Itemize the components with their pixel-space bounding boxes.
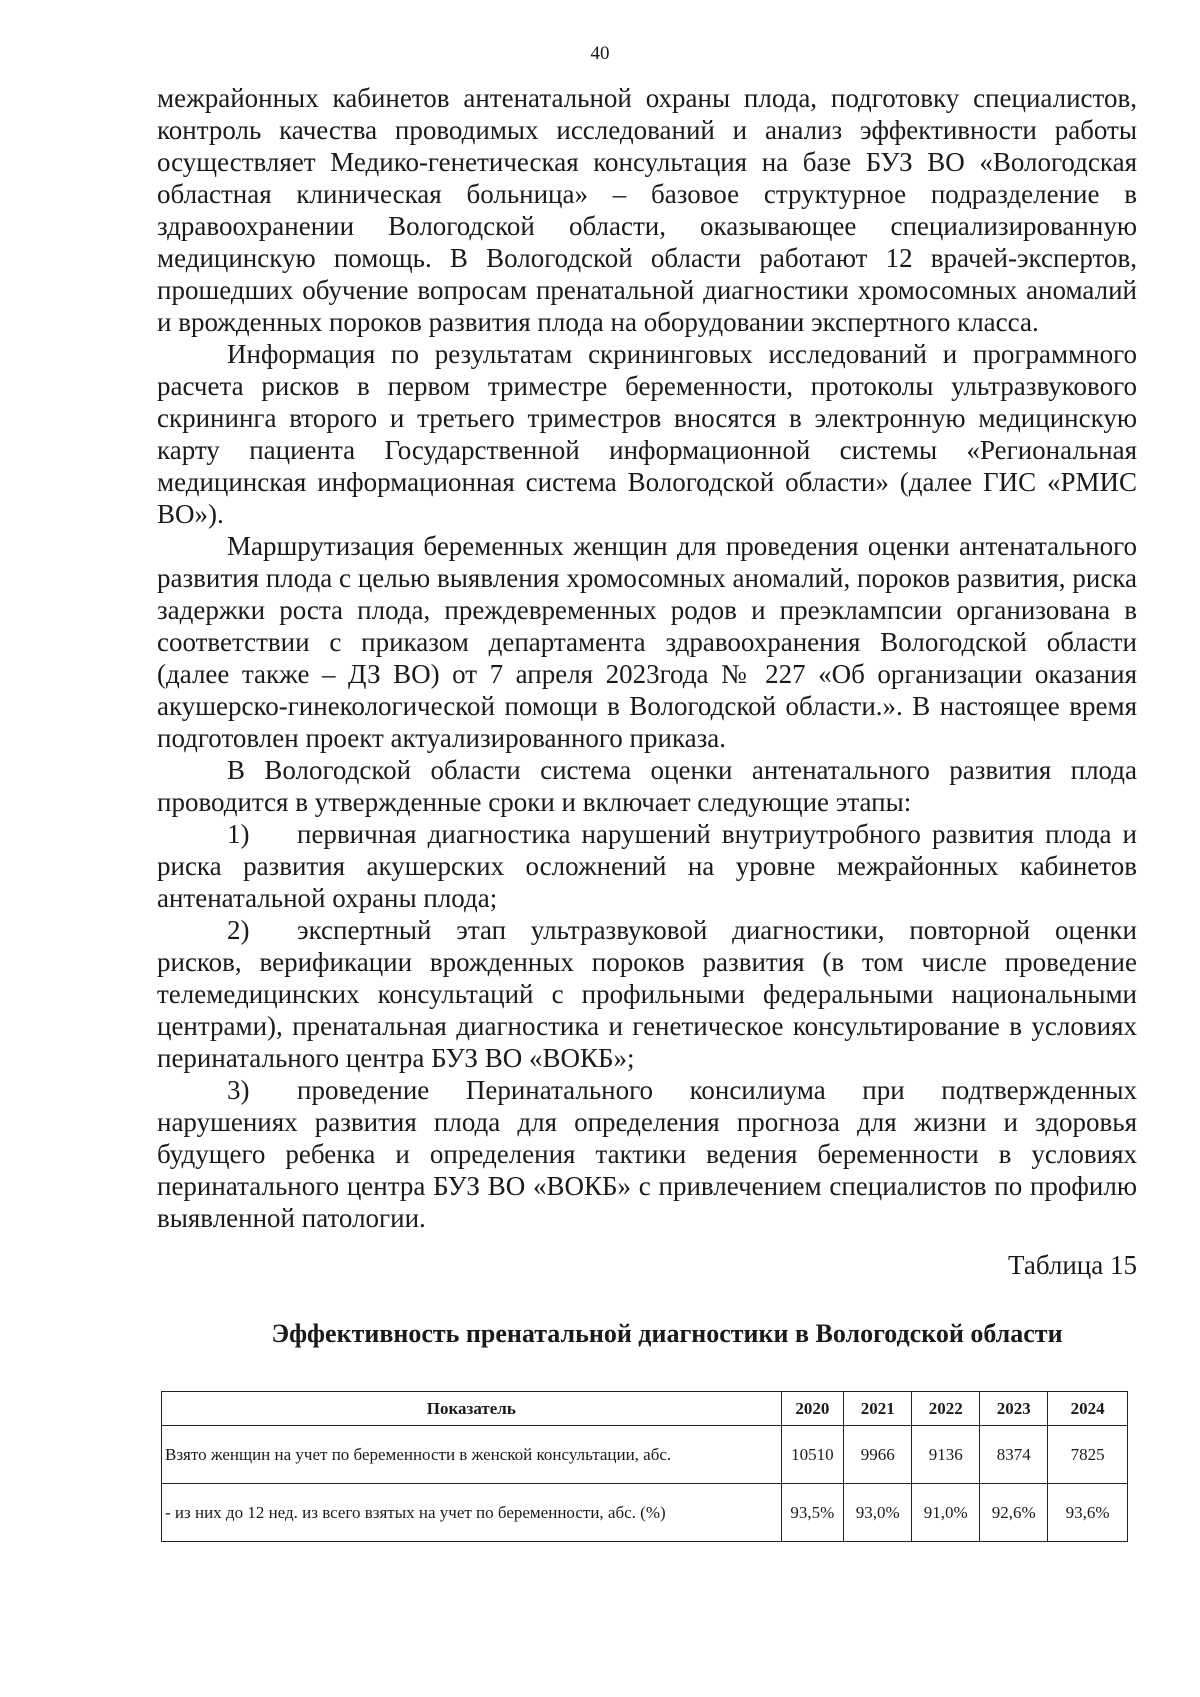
list-item-text: экспертный этап ультразвуковой диагностики, повторной оценки рисков, верификации врожденных пороков развития (в том числе проведение телемедицинских консультаций с профильными федеральными национальными центрами), пренатальная диагностика и генетическое консультирование в условиях перинатального центра БУЗ ВО «ВОКБ»; bbox=[157, 915, 1137, 1073]
row-label: - из них до 12 нед. из всего взятых на учет по беременности, абс. (%) bbox=[162, 1484, 782, 1542]
column-header-year: 2021 bbox=[844, 1392, 912, 1426]
column-header-year: 2023 bbox=[980, 1392, 1048, 1426]
table-cell: 9966 bbox=[844, 1426, 912, 1484]
list-item bbox=[157, 914, 1137, 1074]
statistics-table bbox=[161, 1391, 1128, 1542]
table-cell: 8374 bbox=[980, 1426, 1048, 1484]
list-item bbox=[157, 1074, 1137, 1234]
table-cell: 7825 bbox=[1048, 1426, 1128, 1484]
paragraph-2: Информация по результатам скрининговых исследований и программного расчета рисков в первом триместре беременности, протоколы ультразвукового скрининга второго и третьего триместров вносятся в электронную медицинскую карту пациента Государственной информационной системы «Региональная медицинская информационная система Вологодской области» (далее ГИС «РМИС ВО»). bbox=[157, 339, 1137, 529]
list-item-number: 2) bbox=[227, 915, 250, 945]
paragraph-3: Маршрутизация беременных женщин для проведения оценки антенатального развития плода с целью выявления хромосомных аномалий, пороков развития, риска задержки роста плода, преждевременных родов и преэклампсии организована в соответствии с приказом департамента здравоохранения Вологодской области (далее также – ДЗ ВО) от 7 апреля 2023года № 227 «Об организации оказания акушерско-гинекологической помощи в Вологодской области.». В настоящее время подготовлен проект актуализированного приказа. bbox=[157, 531, 1137, 753]
table-cell: 93,6% bbox=[1048, 1484, 1128, 1542]
table-caption: Таблица 15 bbox=[1008, 1250, 1137, 1280]
document-body bbox=[157, 82, 1137, 1234]
row-label: Взято женщин на учет по беременности в женской консультации, абс. bbox=[162, 1426, 782, 1484]
list-item-number: 3) bbox=[227, 1075, 250, 1105]
column-header-year: 2024 bbox=[1048, 1392, 1128, 1426]
table-header-row bbox=[162, 1392, 1128, 1426]
list-item-text: первичная диагностика нарушений внутриутробного развития плода и риска развития акушерских осложнений на уровне межрайонных кабинетов антенатальной охраны плода; bbox=[157, 819, 1137, 913]
table-cell: 91,0% bbox=[912, 1484, 980, 1542]
table-cell: 93,5% bbox=[781, 1484, 844, 1542]
table-row bbox=[162, 1426, 1128, 1484]
column-header-year: 2022 bbox=[912, 1392, 980, 1426]
list-item-number: 1) bbox=[227, 819, 250, 849]
column-header-year: 2020 bbox=[781, 1392, 844, 1426]
list-item-text: проведение Перинатального консилиума при подтвержденных нарушениях развития плода для определения прогноза для жизни и здоровья будущего ребенка и определения тактики ведения беременности в условиях перинатального центра БУЗ ВО «ВОКБ» с привлечением специалистов по профилю выявленной патологии. bbox=[157, 1075, 1137, 1233]
table-cell: 10510 bbox=[781, 1426, 844, 1484]
column-header-indicator: Показатель bbox=[162, 1392, 782, 1426]
list-item bbox=[157, 818, 1137, 914]
table-title: Эффективность пренатальной диагностики в Вологодской области bbox=[271, 1319, 1063, 1348]
paragraph-1: межрайонных кабинетов антенатальной охраны плода, подготовку специалистов, контроль качества проводимых исследований и анализ эффективности работы осуществляет Медико-генетическая консультация на базе БУЗ ВО «Вологодская областная клиническая больница» – базовое структурное подразделение в здравоохранении Вологодской области, оказывающее специализированную медицинскую помощь. В Вологодской области работают 12 врачей-экспертов, прошедших обучение вопросам пренатальной диагностики хромосомных аномалий и врожденных пороков развития плода на оборудовании экспертного класса. bbox=[157, 83, 1137, 337]
table-cell: 93,0% bbox=[844, 1484, 912, 1542]
table-cell: 9136 bbox=[912, 1426, 980, 1484]
table-row bbox=[162, 1484, 1128, 1542]
table-cell: 92,6% bbox=[980, 1484, 1048, 1542]
page-number: 40 bbox=[590, 43, 610, 64]
paragraph-4: В Вологодской области система оценки антенатального развития плода проводится в утвержденные сроки и включает следующие этапы: bbox=[157, 755, 1137, 817]
